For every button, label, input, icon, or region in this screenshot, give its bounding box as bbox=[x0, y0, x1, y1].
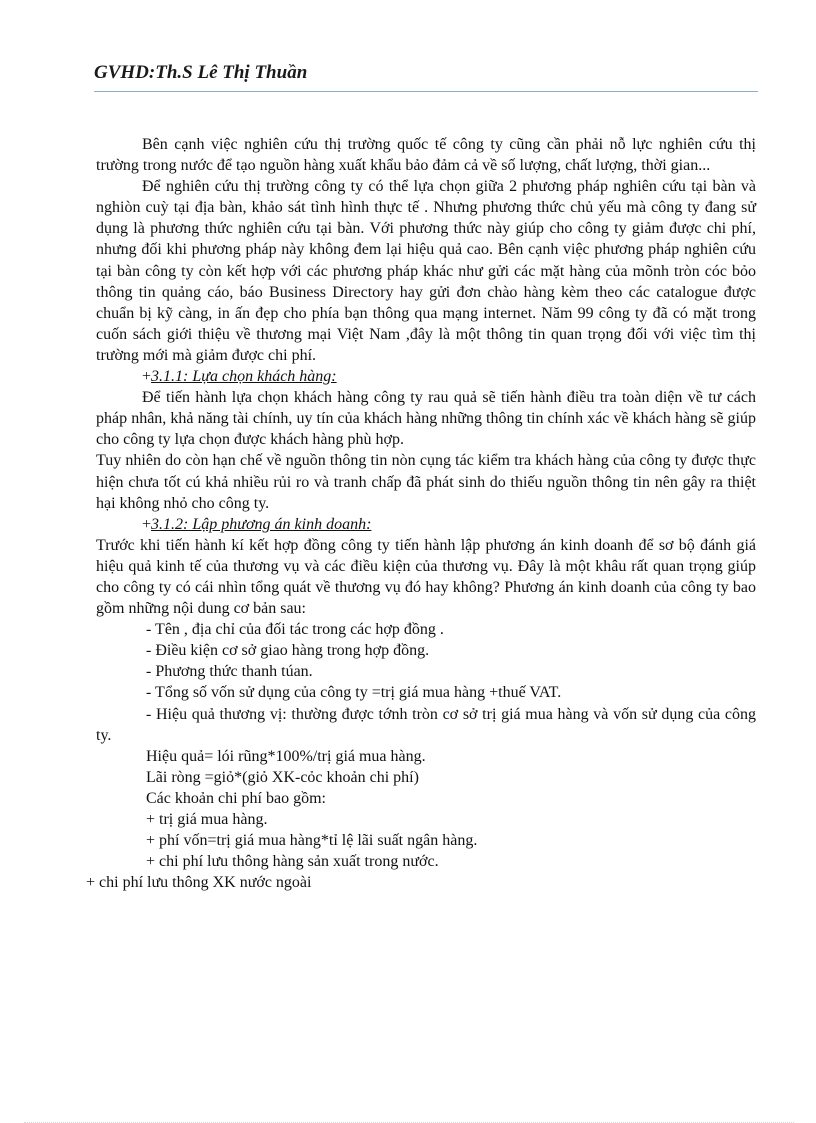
document-body bbox=[86, 134, 756, 893]
list-item: - Hiệu quả thương vị: thường được tớnh tròn cơ sở trị giá mua hàng và vốn sử dụng của công ty. bbox=[96, 705, 756, 744]
paragraph-3: Để tiến hành lựa chọn khách hàng công ty rau quả sẽ tiến hành điều tra toàn diện về tư cách pháp nhân, khả năng tài chính, uy tín của khách hàng những thông tin chính xác về khách hàng sẽ giúp cho công ty lựa chọn được khách hàng phù hợp. bbox=[96, 389, 756, 449]
list-item: - Tổng số vốn sử dụng của công ty =trị giá mua hàng +thuế VAT. bbox=[146, 684, 562, 702]
list-item: - Điều kiện cơ sở giao hàng trong hợp đồng. bbox=[146, 642, 430, 660]
formula-line: + phí vốn=trị giá mua hàng*tỉ lệ lãi suất ngân hàng. bbox=[146, 832, 478, 850]
header-rule bbox=[94, 91, 758, 92]
formula-line: Lãi ròng =giỏ*(giỏ XK-cỏc khoản chi phí) bbox=[146, 768, 419, 786]
section-heading-3-1-1 bbox=[96, 366, 756, 387]
section-heading-3-1-2 bbox=[96, 514, 756, 535]
formula-line: + chi phí lưu thông hàng sản xuất trong nước. bbox=[146, 853, 439, 871]
last-line: + chi phí lưu thông XK nước ngoài bbox=[86, 874, 312, 892]
section-prefix: + bbox=[142, 368, 152, 386]
formula-line: + trị giá mua hàng. bbox=[146, 811, 268, 828]
paragraph-1: Bên cạnh việc nghiên cứu thị trường quốc tế công ty cũng cần phải nỗ lực nghiên cứu thị trường trong nước để tạo nguồn hàng xuất khẩu bảo đảm cả về số lượng, chất lượng, thời gian... bbox=[96, 136, 756, 175]
formula-line: Các khoản chi phí bao gồm: bbox=[146, 789, 326, 807]
section-title: 3.1.2: Lập phương án kinh doanh: bbox=[151, 515, 372, 533]
list-item: - Phương thức thanh túan. bbox=[146, 663, 313, 681]
section-prefix: + bbox=[142, 515, 152, 533]
paragraph-2: Để nghiên cứu thị trường công ty có thể lựa chọn giữa 2 phương pháp nghiên cứu tại bàn và nghiòn cuỳ tại địa bàn, khảo sát tình hình thực tế . Nhưng phương thức chủ yếu mà công ty đang sử dụng là phương thức nghiên cứu tại bàn. Với phương thức này giúp cho công ty giảm được chi phí, nhưng đối khi phương pháp này không đem lại hiệu quả cao. Bên cạnh việc phương pháp nghiên cứu tại bàn công ty còn kết hợp với các phương pháp khác như gửi các mặt hàng của mõnh tròn cóc bỏo thông tin quảng cáo, báo Business Directory hay gửi đơn chào hàng kèm theo các catalogue được chuẩn bị kỹ càng, in ấn đẹp cho phía bạn thông qua mạng internet. Năm 99 công ty đã có mặt trong cuốn sách giới thiệu về thương mại Việt Nam ,đây là một thông tin quan trọng đối với việc tìm thị trường mới mà giảm được chi phí. bbox=[96, 178, 756, 364]
document-header: GVHD:Th.S Lê Thị Thuần bbox=[94, 62, 308, 83]
formula-line: Hiệu quả= lói rũng*100%/trị giá mua hàng. bbox=[146, 747, 426, 765]
paragraph-4: Tuy nhiên do còn hạn chế về nguồn thông tin nòn cụng tác kiểm tra khách hàng của công ty được thực hiện chưa tốt cú khả nhiều rủi ro và tranh chấp đã phát sinh do thiếu nguồn thông tin nên gây ra thiệt hại không nhỏ cho công ty. bbox=[96, 452, 756, 512]
list-item: - Tên , địa chỉ của đối tác trong các hợp đồng . bbox=[146, 621, 444, 639]
paragraph-5: Trước khi tiến hành kí kết hợp đồng công ty tiến hành lập phương án kinh doanh để sơ bộ đánh giá hiệu quả kinh tế của thương vụ và các điều kiện của thương vụ. Đây là một khâu rất quan trọng giúp cho công ty có cái nhìn tổng quát về thương vụ đó hay không? Phương án kinh doanh của công ty bao gồm những nội dung cơ bản sau: bbox=[96, 536, 756, 618]
section-title: 3.1.1: Lựa chọn khách hàng: bbox=[151, 368, 337, 386]
